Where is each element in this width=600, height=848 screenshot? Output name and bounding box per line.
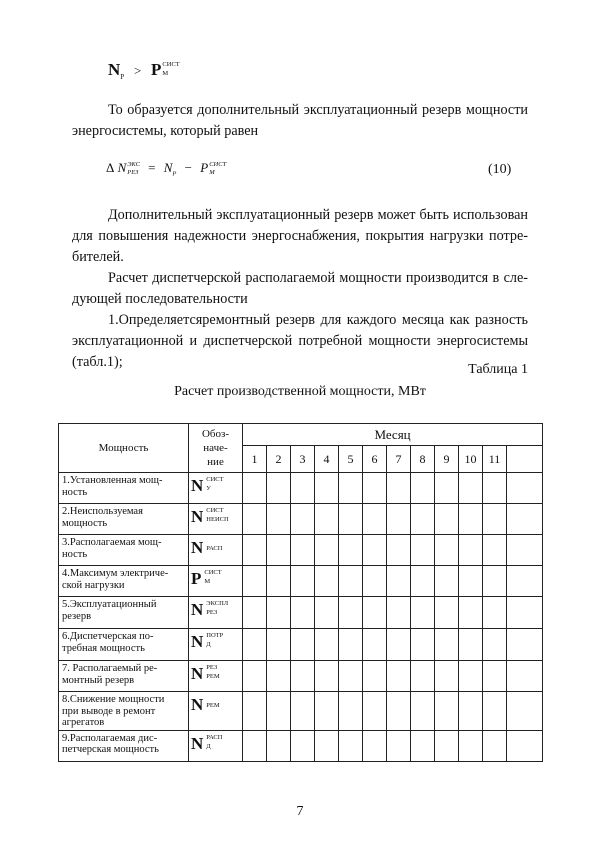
table-row [59,504,543,535]
row-label [59,504,189,535]
value-cell [291,629,315,661]
formula-top-op: > [133,63,142,78]
row-label [59,597,189,629]
table-label: Таблица 1 [468,362,528,377]
value-cell [387,597,411,629]
formula-10-p-sup: СИСТ [209,161,227,169]
value-cell [243,661,267,692]
table-row [59,597,543,629]
value-cell [315,566,339,597]
value-cell [459,629,483,661]
row-symbol-index [206,599,228,617]
row-symbol-index [206,506,228,524]
value-cell [411,535,435,566]
value-cell [387,566,411,597]
header-designation-line-2: наче- [203,442,228,454]
value-cell [435,535,459,566]
row-symbol-index [206,544,222,553]
value-cell [339,535,363,566]
value-cell [411,566,435,597]
value-cell [339,629,363,661]
value-cell [411,504,435,535]
value-cell [291,504,315,535]
value-cell [267,730,291,761]
value-cell [267,566,291,597]
formula-10-n: N [117,160,127,175]
row-symbol-letter: N [191,600,204,619]
value-cell [387,629,411,661]
value-cell [435,566,459,597]
value-cell [291,692,315,731]
month-number-cell: 9 [435,446,459,473]
formula-top [108,60,180,80]
row-symbol [189,597,243,629]
value-cell [267,629,291,661]
formula-10-n2-sub: Р [172,170,177,178]
row-label-line: 7. Располагаемый ре- [62,663,158,674]
row-symbol-index [206,475,223,493]
row-label-line: 6.Диспетчерская по- [62,631,154,642]
formula-top-p: P [151,60,162,79]
month-number-cell-empty [507,446,543,473]
row-symbol-sub: РЕМ [206,673,220,680]
page-number: 7 [296,804,304,819]
value-cell [459,504,483,535]
row-symbol-index [204,568,221,586]
formula-10-number: (10) [488,162,512,177]
row-label-line: ской нагрузки [62,579,125,591]
row-label-line: 3.Располагаемая мощ- [62,537,162,548]
paragraph-3-line-2: дующей последовательности [72,291,248,307]
row-label-line: 8.Снижение мощности [62,694,165,705]
row-label-line: 1.Установленная мощ- [62,475,163,486]
value-cell [507,504,543,535]
row-symbol-sub: РАСП [206,545,223,552]
paragraph-4-line-1: 1.Определяетсяремонтный резерв для каждого месяца как разность [108,312,528,328]
row-label [59,629,189,661]
formula-10-minus: − [184,160,192,175]
value-cell [507,566,543,597]
paragraph-1-line-2: энергосистемы, который равен [72,123,259,139]
row-label [59,566,189,597]
value-cell [339,661,363,692]
value-cell [339,597,363,629]
value-cell [411,730,435,761]
row-symbol-sub: Д [206,742,211,750]
table-row [59,566,543,597]
row-symbol-index [206,631,223,649]
row-symbol-sub: У [206,485,211,492]
value-cell [483,661,507,692]
formula-10-delta: Δ [106,160,115,175]
row-symbol-sup: РАСП [206,733,223,741]
row-symbol-sup: СИСТ [204,569,222,576]
month-number-cell: 7 [387,446,411,473]
value-cell [267,692,291,731]
month-number-cell: 1 [243,446,267,473]
value-cell [363,730,387,761]
row-label [59,473,189,504]
row-symbol-letter: N [191,695,204,714]
formula-10 [106,160,226,177]
row-symbol-index [206,733,222,751]
header-power: Мощность [59,424,189,473]
value-cell [459,692,483,731]
month-number-cell: 2 [267,446,291,473]
value-cell [507,730,543,761]
row-symbol-sub: РЕМ [206,702,220,709]
row-symbol-letter: N [191,476,204,495]
month-number-cell: 3 [291,446,315,473]
value-cell [267,597,291,629]
value-cell [267,535,291,566]
value-cell [315,597,339,629]
row-symbol-letter: N [191,507,204,526]
value-cell [483,629,507,661]
value-cell [459,535,483,566]
value-cell [315,473,339,504]
paragraph-3-line-1: Расчет диспетчерской располагаемой мощности производится в сле- [108,270,528,286]
value-cell [387,504,411,535]
row-symbol [189,535,243,566]
value-cell [363,473,387,504]
value-cell [291,730,315,761]
formula-top-n: N [108,60,121,79]
value-cell [387,535,411,566]
header-designation-line-3: ние [207,456,224,468]
value-cell [387,730,411,761]
row-symbol-letter: N [191,733,204,753]
formula-10-n2: N [163,160,173,175]
row-label-line: 2.Неиспользуемая [62,506,143,517]
value-cell [411,473,435,504]
paragraph-2-line-2: для повышения надежности энергоснабжения, покрытия нагрузки потре- [72,228,528,244]
value-cell [411,597,435,629]
row-symbol-sub: РЕЗ [206,609,218,616]
value-cell [435,504,459,535]
paragraph-1 [72,100,528,142]
row-symbol [189,473,243,504]
value-cell [363,629,387,661]
value-cell [387,692,411,731]
formula-10-eq: = [148,160,156,175]
value-cell [507,535,543,566]
paragraph-1-line-1: То образуется дополнительный эксплуатационный резерв мощности [108,102,528,118]
row-symbol [189,730,243,761]
value-cell [459,661,483,692]
value-cell [315,661,339,692]
month-number-cell: 8 [411,446,435,473]
value-cell [507,597,543,629]
paragraph-4-line-2: эксплуатационной и диспетчерской потребной мощности энергосистемы [72,333,528,349]
row-label [59,730,189,761]
month-number-cell: 6 [363,446,387,473]
value-cell [243,535,267,566]
row-symbol-sup: РЕЗ [206,664,218,671]
table-row [59,661,543,692]
value-cell [291,661,315,692]
value-cell [507,692,543,731]
row-symbol-letter: P [191,569,202,588]
value-cell [315,629,339,661]
table-row [59,730,543,761]
value-cell [363,597,387,629]
table-row [59,535,543,566]
row-label [59,661,189,692]
value-cell [339,730,363,761]
row-label [59,692,189,731]
value-cell [267,473,291,504]
value-cell [363,661,387,692]
value-cell [243,629,267,661]
value-cell [291,597,315,629]
row-label-line: ность [62,486,88,498]
row-symbol-sub: НЕИСП [206,516,229,523]
row-symbol-index [206,663,219,681]
value-cell [387,661,411,692]
row-symbol-sup: СИСТ [206,507,224,514]
row-label-line: монтный резерв [62,674,135,686]
row-symbol [189,566,243,597]
value-cell [315,535,339,566]
value-cell [483,730,507,761]
value-cell [387,473,411,504]
value-cell [291,535,315,566]
formula-top-p-sup: СИСТ [162,61,180,68]
value-cell [435,629,459,661]
value-cell [243,473,267,504]
value-cell [267,661,291,692]
row-label-line: ность [62,548,88,560]
row-label-line: 4.Максимум электриче- [62,568,169,579]
value-cell [267,504,291,535]
row-label-line: резерв [62,610,92,622]
value-cell [315,504,339,535]
row-label-line: мощность [62,517,108,529]
value-cell [483,566,507,597]
value-cell [483,504,507,535]
value-cell [411,629,435,661]
row-symbol [189,692,243,731]
value-cell [243,597,267,629]
value-cell [363,566,387,597]
value-cell [459,597,483,629]
value-cell [363,504,387,535]
value-cell [459,730,483,761]
month-number-cell: 5 [339,446,363,473]
value-cell [243,504,267,535]
month-number-cell: 4 [315,446,339,473]
formula-top-n-sub: Р [120,73,125,81]
power-table [58,423,543,762]
row-symbol-letter: N [191,664,204,683]
value-cell [291,473,315,504]
value-cell [411,661,435,692]
row-symbol-sub: М [204,578,211,585]
row-label-line: петчерская мощность [62,744,159,755]
paragraph-4-line-3: (табл.1); [72,354,123,370]
row-symbol [189,661,243,692]
value-cell [243,566,267,597]
value-cell [483,692,507,731]
table-row [59,692,543,731]
row-label [59,535,189,566]
value-cell [507,661,543,692]
month-number-cell: 10 [459,446,483,473]
row-symbol-index [206,701,219,710]
row-symbol-letter: N [191,632,204,651]
value-cell [315,730,339,761]
value-cell [339,473,363,504]
row-symbol-sup: ЭКСПЛ [206,600,229,607]
row-symbol-letter: N [191,538,204,557]
formula-top-p-sub: М [162,70,169,77]
value-cell [315,692,339,731]
value-cell [411,692,435,731]
formula-10-n-sup: ЭКС [127,161,140,169]
row-symbol [189,504,243,535]
row-symbol-sup: СИСТ [206,476,224,483]
value-cell [243,730,267,761]
formula-10-n-sub: РЕЗ [127,169,139,177]
formula-10-p-sub: М [209,169,215,177]
value-cell [435,473,459,504]
row-symbol-sub: Д [206,641,211,648]
paragraph-2 [72,205,528,373]
value-cell [483,473,507,504]
header-designation [189,424,243,473]
row-symbol-sup: ПОТР [206,632,224,639]
row-label-line: агрегатов [62,717,105,728]
header-designation-line-1: Обоз- [201,428,230,440]
value-cell [339,504,363,535]
row-label-line: 9.Располагаемая дис- [62,732,158,744]
value-cell [483,535,507,566]
value-cell [459,473,483,504]
value-cell [435,597,459,629]
value-cell [507,629,543,661]
paragraph-2-line-1: Дополнительный эксплуатационный резерв может быть использован [108,207,528,223]
row-label-line: 5.Эксплуатационный [62,599,157,610]
value-cell [507,473,543,504]
value-cell [435,730,459,761]
table-row [59,629,543,661]
month-number-cell: 11 [483,446,507,473]
value-cell [459,566,483,597]
row-label-line: при выводе в ремонт [62,705,156,717]
table-title: Расчет производственной мощности, МВт [174,384,426,399]
header-month: Месяц [243,424,543,446]
value-cell [339,692,363,731]
paragraph-2-line-3: бителей. [72,249,124,265]
value-cell [243,692,267,731]
value-cell [483,597,507,629]
value-cell [363,535,387,566]
table-body [59,473,543,762]
value-cell [435,692,459,731]
value-cell [435,661,459,692]
row-symbol [189,629,243,661]
value-cell [363,692,387,731]
value-cell [339,566,363,597]
table-row [59,473,543,504]
value-cell [291,566,315,597]
row-label-line: требная мощность [62,642,145,654]
formula-10-p: P [200,160,209,175]
